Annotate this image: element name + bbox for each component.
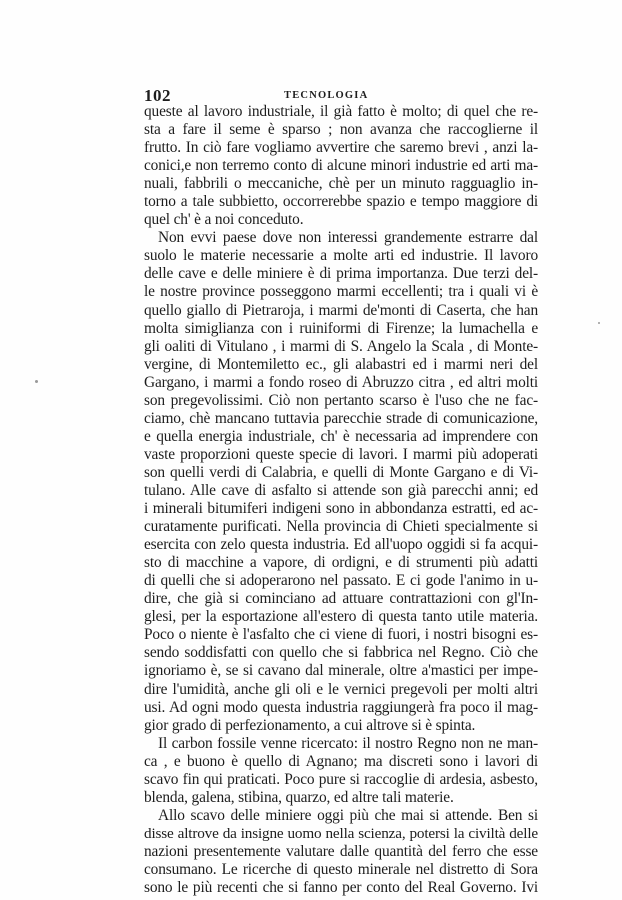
text-line: tulano. Alle cave di asfalto si attende son già parecchi anni; ed xyxy=(144,481,538,499)
text-line: glesi, per la esportazione all'estero di questa tanto utile materia. xyxy=(144,608,538,626)
text-line: queste al lavoro industriale, il già fatto è molto; di quel che re- xyxy=(144,103,538,120)
text-line: di quelli che si adoperarono nel passato. E ci gode l'animo in u- xyxy=(144,572,538,590)
text-line: consumano. Le ricerche di questo minerale nel distretto di Sora xyxy=(144,860,538,878)
text-line: sta a fare il seme è sparso ; non avanza che raccoglierne il xyxy=(144,121,538,139)
text-line: Il carbon fossile venne ricercato: il nostro Regno non ne man- xyxy=(158,734,538,752)
text-line: blenda, galena, stibina, quarzo, ed altre tali materie. xyxy=(144,788,454,806)
text-line: ciamo, chè mancano tuttavia parecchie strade di comunicazione, xyxy=(144,409,538,427)
text-line: Non evvi paese dove non interessi grandemente estrarre dal xyxy=(158,229,538,247)
text-line: frutto. In ciò fare vogliamo avvertire che saremo brevi , anzi la- xyxy=(144,139,538,157)
text-line: sendo soddisfatti con quello che si fabbrica nel Regno. Ciò che xyxy=(144,644,538,662)
text-line: nazioni presentemente valutare dalle quantità del ferro che esse xyxy=(144,842,538,860)
text-line: vaste proporzioni queste specie di lavori. I marmi più adoperati xyxy=(144,445,538,463)
text-line: nuali, fabbrili o meccaniche, chè per un minuto ragguaglio in- xyxy=(144,175,538,193)
text-line: Allo scavo delle miniere oggi più che mai si attende. Ben si xyxy=(158,806,538,824)
text-line: disse altrove da insigne uomo nella scienza, potersi la civiltà delle xyxy=(144,824,538,842)
body-text xyxy=(144,103,538,897)
paper-speck xyxy=(598,322,600,324)
text-line: ca , e buono è quello di Agnano; ma discreti sono i lavori di xyxy=(144,752,538,770)
text-line: vergine, di Montemiletto ec., gli alabastri ed i marmi neri del xyxy=(144,355,538,373)
text-line: usi. Ad ogni modo questa industria raggiungerà fra poco il mag- xyxy=(144,698,538,716)
text-line: suolo le materie necessarie a molte arti ed industrie. Il lavoro xyxy=(144,247,538,265)
text-line: dire l'umidità, anche gli oli e le vernici pregevoli per molti altri xyxy=(144,680,538,698)
page-number: 102 xyxy=(144,86,171,105)
text-line: sono le più recenti che si fanno per conto del Real Governo. Ivi xyxy=(144,879,538,897)
text-line: scavo fin qui praticati. Poco pure si raccoglie di ardesia, asbesto, xyxy=(144,770,538,788)
text-line: i minerali bitumiferi indigeni sono in abbondanza estratti, ed ac- xyxy=(144,500,538,518)
text-line: curatamente purificati. Nella provincia di Chieti specialmente si xyxy=(144,518,538,536)
text-line: e quella energia industriale, ch' è necessaria ad imprendere con xyxy=(144,427,538,445)
text-line: quel ch' è a noi conceduto. xyxy=(144,211,304,229)
text-line: dire, che già si cominciano ad attuare contrattazioni con gl'In- xyxy=(144,590,538,608)
text-line: delle cave e delle miniere è di prima importanza. Due terzi del- xyxy=(144,265,538,283)
text-line: sto di macchine a vapore, di ordigni, e di strumenti più adatti xyxy=(144,554,538,572)
text-line: Poco o niente è l'asfalto che ci viene di fuori, i nostri bisogni es- xyxy=(144,626,538,644)
text-line: gli oaliti di Vitulano , i marmi di S. Angelo la Scala , di Monte- xyxy=(144,337,538,355)
text-line: gior grado di perfezionamento, a cui altrove si è spinta. xyxy=(144,716,476,734)
text-line: conici,e non terremo conto di alcune minori industrie ed arti ma- xyxy=(144,157,538,175)
text-line: son quelli verdi di Calabria, e quelli di Monte Gargano e di Vi- xyxy=(144,463,538,481)
text-line: ignoriamo è, se si cavano dal minerale, oltre a'mastici per impe- xyxy=(144,662,538,680)
running-title: TECNOLOGIA xyxy=(284,90,369,101)
text-line: esercita con zelo questa industria. Ed all'uopo oggidi si fa acqui- xyxy=(144,536,538,554)
text-line: Gargano, i marmi a fondo roseo di Abruzzo citra , ed altri molti xyxy=(144,373,538,391)
paper-speck xyxy=(35,380,38,383)
text-line: son pregevolissimi. Ciò non pertanto scarso è l'uso che ne fac- xyxy=(144,391,538,409)
text-line: molta simiglianza con i ruiniformi di Firenze; la lumachella e xyxy=(144,319,538,337)
text-line: quello giallo di Pietraroja, i marmi de'monti di Caserta, che han xyxy=(144,301,538,319)
text-line: torno a tale subbietto, occorrerebbe spazio e tempo maggiore di xyxy=(144,193,538,211)
text-line: le nostre province posseggono marmi eccellenti; tra i quali vi è xyxy=(144,283,538,301)
